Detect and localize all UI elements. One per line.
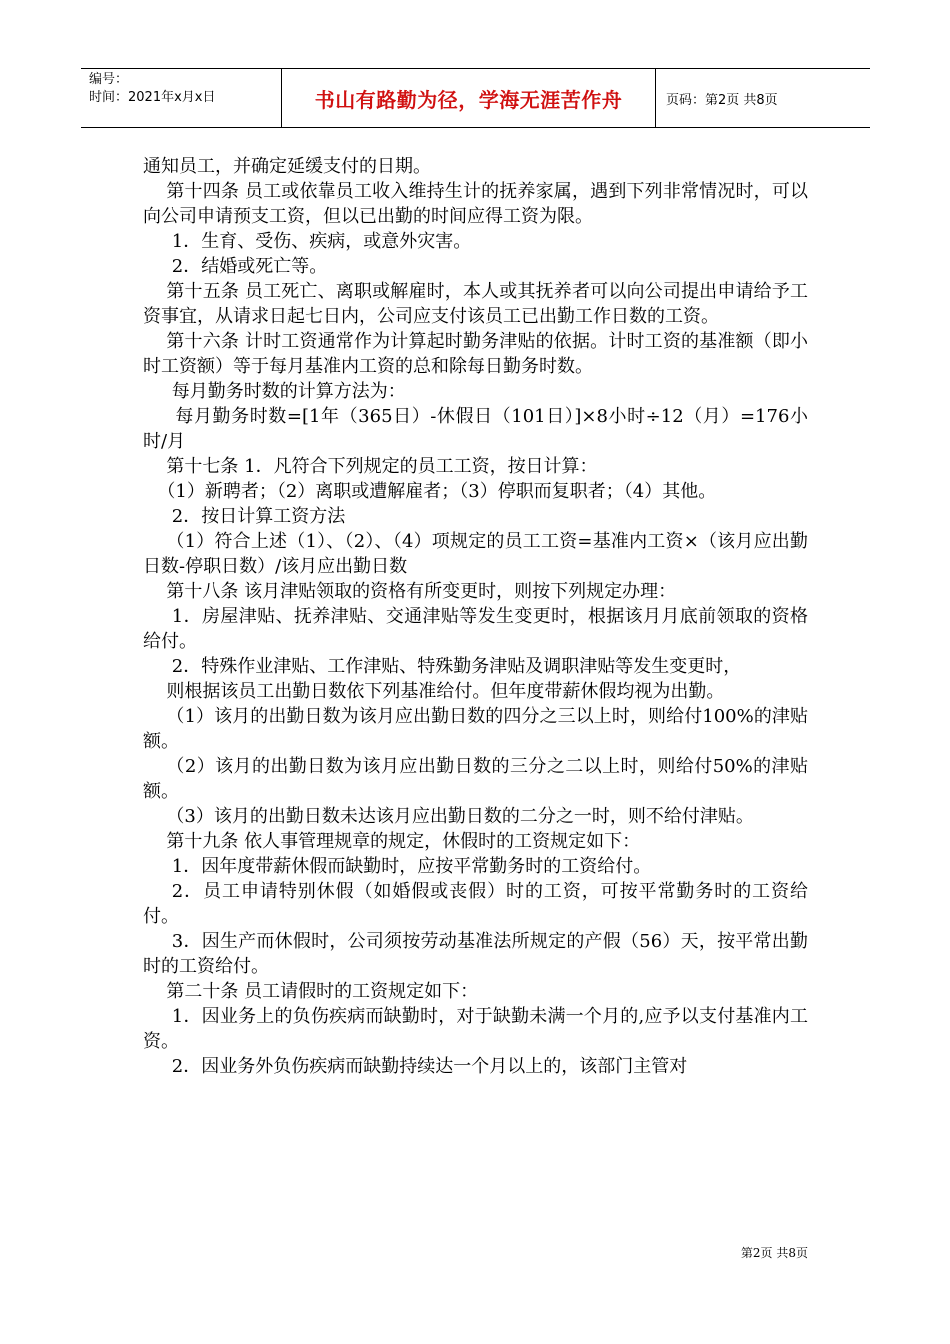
paragraph: 1．生育、受伤、疾病，或意外灾害。 xyxy=(171,231,472,252)
header-page-label: 页码：第2页 共8页 xyxy=(666,92,778,108)
paragraph: （1）该月的出勤日数为该月应出勤日数的四分之三以上时，则给付100%的津贴额。 xyxy=(143,706,808,752)
document-body xyxy=(143,154,808,1079)
header-meta xyxy=(81,69,282,127)
paragraph: 第十七条 1．凡符合下列规定的员工工资，按日计算： xyxy=(166,456,598,477)
paragraph: （3）该月的出勤日数未达该月应出勤日数的二分之一时，则不给付津贴。 xyxy=(166,806,754,827)
paragraph: 第二十条 员工请假时的工资规定如下： xyxy=(166,981,479,1002)
paragraph: 2．因业务外负伤疾病而缺勤持续达一个月以上的，该部门主管对 xyxy=(171,1056,688,1077)
time-label: 时间：2021年x月x日 xyxy=(89,90,216,105)
page-footer: 第2页 共8页 xyxy=(740,1246,808,1260)
paragraph: 2．结婚或死亡等。 xyxy=(171,256,328,277)
paragraph: 通知员工，并确定延缓支付的日期。 xyxy=(143,156,431,177)
serial-label: 编号： xyxy=(89,72,129,87)
paragraph: 第十八条 该月津贴领取的资格有所变更时，则按下列规定办理： xyxy=(166,581,677,602)
paragraph: 1．因业务上的负伤疾病而缺勤时，对于缺勤未满一个月的,应予以支付基准内工资。 xyxy=(143,1006,808,1052)
paragraph: 2．员工申请特别休假（如婚假或丧假）时的工资，可按平常勤务时的工资给付。 xyxy=(143,881,808,927)
paragraph: 第十五条 员工死亡、离职或解雇时，本人或其抚养者可以向公司提出申请给予工资事宜，从请求日起七日内，公司应支付该员工已出勤工作日数的工资。 xyxy=(143,281,808,327)
header-motto: 书山有路勤为径，学海无涯苦作舟 xyxy=(282,69,656,127)
paragraph: 每月勤务时数=[1年（365日）-休假日（101日）]×8小时÷12（月）=176小时/月 xyxy=(143,406,808,452)
paragraph: 则根据该员工出勤日数依下列基准给付。但年度带薪休假均视为出勤。 xyxy=(166,681,725,702)
paragraph: （2）该月的出勤日数为该月应出勤日数的三分之二以上时，则给付50%的津贴额。 xyxy=(143,756,808,802)
paragraph: 3．因生产而休假时，公司须按劳动基准法所规定的产假（56）天，按平常出勤时的工资给付。 xyxy=(143,931,808,977)
paragraph: 2．特殊作业津贴、工作津贴、特殊勤务津贴及调职津贴等发生变更时， xyxy=(171,656,742,677)
paragraph: 第十九条 依人事管理规章的规定，休假时的工资规定如下： xyxy=(166,831,641,852)
paragraph: 第十六条 计时工资通常作为计算起时勤务津贴的依据。计时工资的基准额（即小时工资额）等于每月基准内工资的总和除每日勤务时数。 xyxy=(143,331,808,377)
paragraph: 2．按日计算工资方法 xyxy=(171,506,346,527)
paragraph: （1）新聘者；（2）离职或遭解雇者；（3）停职而复职者；（4）其他。 xyxy=(157,481,717,502)
paragraph: 1．房屋津贴、抚养津贴、交通津贴等发生变更时，根据该月月底前领取的资格给付。 xyxy=(143,606,808,652)
paragraph: （1）符合上述（1）、（2）、（4）项规定的员工工资=基准内工资×（该月应出勤日数-停职日数）/该月应出勤日数 xyxy=(143,531,808,577)
paragraph: 1．因年度带薪休假而缺勤时，应按平常勤务时的工资给付。 xyxy=(171,856,652,877)
paragraph: 每月勤务时数的计算方法为： xyxy=(171,381,406,402)
page-header xyxy=(81,68,870,128)
paragraph: 第十四条 员工或依靠员工收入维持生计的抚养家属，遇到下列非常情况时，可以向公司申请预支工资，但以已出勤的时间应得工资为限。 xyxy=(143,181,808,227)
